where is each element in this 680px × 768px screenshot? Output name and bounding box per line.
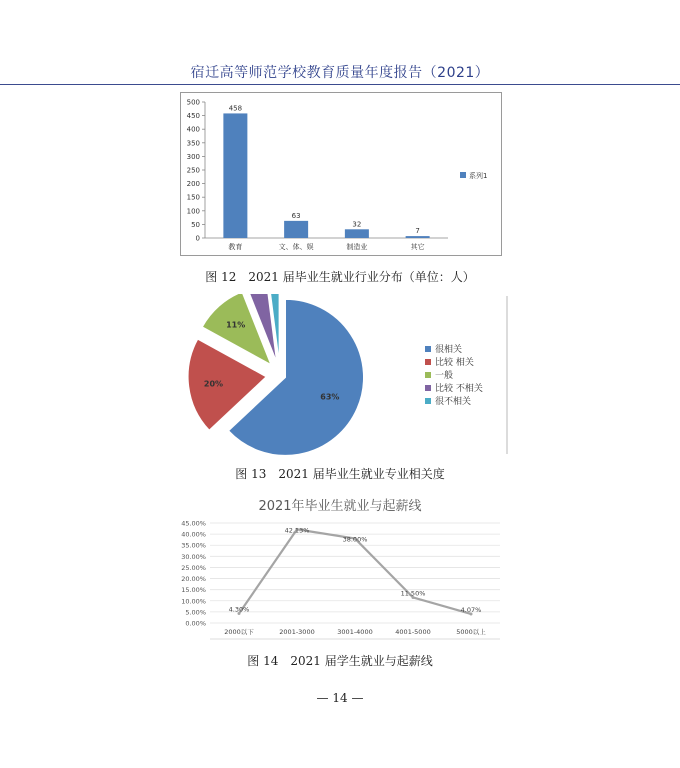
bar-y-tick-label: 100: [186, 207, 200, 216]
bar: [406, 236, 430, 238]
pie-value-label: 20%: [203, 379, 224, 389]
line-chart-title: 2021年毕业生就业与起薪线: [258, 499, 422, 514]
bar-y-tick-label: 200: [186, 180, 200, 189]
bar-chart-industry: [180, 92, 502, 256]
line-value-label: 11.50%: [400, 589, 426, 598]
bar: [223, 113, 247, 238]
pie-legend-swatch: [425, 398, 431, 404]
line-y-tick-label: 5.00%: [185, 608, 206, 617]
bar-y-tick-label: 450: [186, 112, 200, 121]
pie-legend-swatch: [425, 359, 431, 365]
bar-y-tick-label: 250: [186, 166, 200, 175]
figure-13-caption: 图 13 2021 届毕业生就业专业相关度: [235, 467, 445, 481]
bar-value-label: 63: [291, 211, 301, 220]
pie-legend-label: 很不相关: [435, 397, 472, 407]
pie-value-label: 11%: [226, 320, 246, 330]
bar-y-tick-label: 150: [186, 193, 200, 202]
line-value-label: 42.13%: [284, 526, 310, 535]
pie-legend-swatch: [425, 385, 431, 391]
pie-legend-label: 很相关: [435, 345, 463, 355]
line-y-tick-label: 30.00%: [181, 552, 206, 561]
bar-value-label: 32: [352, 220, 362, 229]
bar-y-tick-label: 0: [195, 234, 200, 243]
line-y-tick-label: 15.00%: [181, 586, 206, 595]
bar-y-tick-label: 50: [191, 220, 200, 229]
bar-y-tick-label: 500: [186, 98, 200, 107]
pie-legend-label: 比较 不相关: [435, 384, 483, 394]
pie-legend-label: 比较 相关: [435, 358, 474, 368]
bar-category-label: 教育: [228, 243, 243, 251]
bar-y-tick-label: 400: [186, 125, 200, 134]
line-y-tick-label: 10.00%: [181, 597, 206, 606]
bar: [345, 229, 369, 238]
pie-chart-relevance: [170, 294, 508, 456]
line-category-label: 2001-3000: [279, 628, 315, 636]
bar-category-label: 其它: [410, 243, 425, 251]
line-category-label: 2000以下: [224, 628, 254, 636]
pie-legend: [425, 343, 483, 407]
pie-legend-swatch: [425, 372, 431, 378]
pie-legend-label: 一般: [435, 371, 454, 381]
line-y-tick-label: 0.00%: [185, 619, 206, 628]
line-category-label: 3001-4000: [337, 628, 373, 636]
bar-y-tick-label: 300: [186, 152, 200, 161]
bar-y-tick-label: 350: [186, 139, 200, 148]
bar: [284, 221, 308, 238]
figure-12-caption: 图 12 2021 届毕业生就业行业分布（单位：人）: [205, 270, 475, 284]
legend-swatch: [460, 172, 466, 178]
line-chart-salary: [172, 490, 508, 642]
page-number: — 14 —: [316, 691, 364, 705]
bar-value-label: 7: [415, 227, 420, 236]
header-rule: [0, 84, 680, 85]
line-value-label: 4.07%: [460, 605, 482, 614]
line-y-tick-label: 25.00%: [181, 563, 206, 572]
line-category-label: 4001-5000: [395, 628, 431, 636]
line-category-label: 5000以上: [456, 628, 486, 636]
line-y-tick-label: 40.00%: [181, 530, 206, 539]
line-value-label: 4.30%: [228, 605, 250, 614]
page-header-title: 宿迁高等师范学校教育质量年度报告（2021）: [190, 65, 490, 81]
line-y-tick-label: 35.00%: [181, 541, 206, 550]
pie-value-label: 63%: [320, 392, 340, 402]
bar-category-label: 文、体、娱: [278, 243, 314, 251]
line-y-tick-label: 20.00%: [181, 575, 206, 584]
pie-legend-swatch: [425, 346, 431, 352]
legend-label: 系列1: [469, 172, 488, 180]
line-y-tick-label: 45.00%: [181, 519, 206, 528]
line-value-label: 38.00%: [342, 535, 368, 544]
bar-value-label: 458: [228, 104, 243, 113]
bar-category-label: 制造业: [346, 243, 368, 251]
figure-14-caption: 图 14 2021 届学生就业与起薪线: [247, 654, 433, 668]
